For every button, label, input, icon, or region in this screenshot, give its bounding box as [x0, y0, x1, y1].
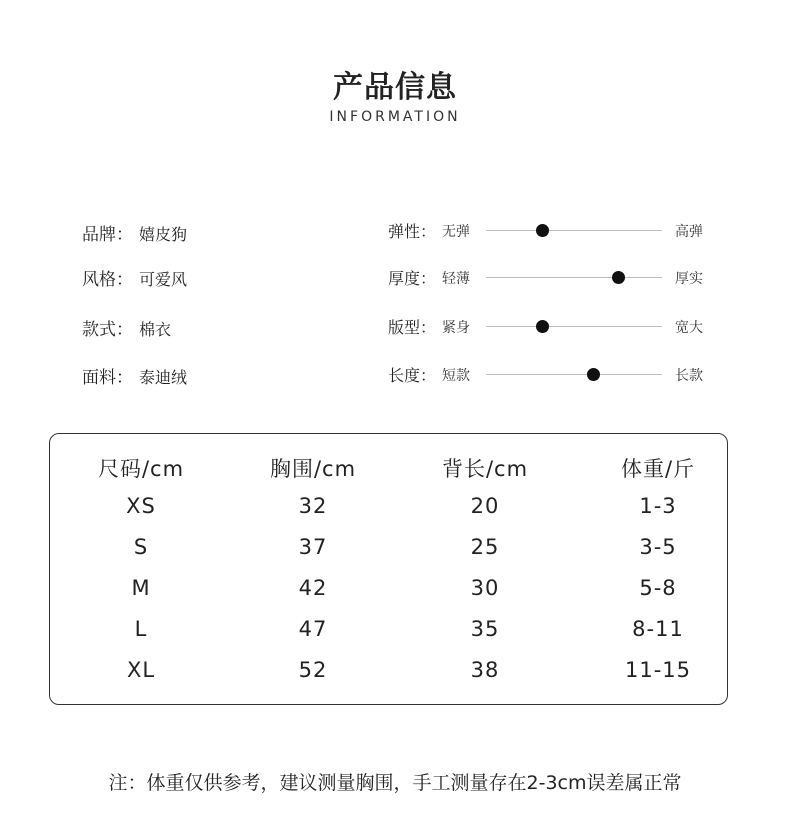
scale-track — [486, 374, 662, 375]
table-header-chest: 胸围/cm — [269, 457, 357, 481]
attribute-key: 风格： — [82, 270, 133, 290]
scale-marker — [612, 271, 625, 284]
attribute-value: 棉衣 — [139, 320, 172, 339]
table-cell: 47 — [298, 617, 328, 641]
attribute-value: 可爱风 — [139, 270, 188, 289]
scale-fit — [388, 315, 718, 339]
scale-elasticity — [388, 219, 718, 243]
scale-marker — [587, 368, 600, 381]
scale-thickness — [388, 266, 718, 290]
attribute-key: 款式： — [82, 320, 133, 340]
table-cell: M — [131, 576, 151, 600]
table-cell: 5-8 — [639, 576, 677, 600]
table-header-back-length: 背长/cm — [441, 457, 529, 481]
table-cell: 38 — [470, 658, 500, 682]
footnote: 注：体重仅供参考，建议测量胸围，手工测量存在2-3cm误差属正常 — [108, 772, 682, 794]
scale-high-label: 厚实 — [675, 271, 703, 287]
scale-label: 弹性： — [388, 222, 437, 241]
scale-marker — [536, 224, 549, 237]
table-cell: 42 — [298, 576, 328, 600]
scale-label: 厚度： — [388, 269, 437, 288]
scale-marker — [536, 320, 549, 333]
table-header-weight: 体重/斤 — [620, 457, 696, 481]
table-header-size: 尺码/cm — [97, 457, 185, 481]
scale-track — [486, 326, 662, 327]
table-cell: 37 — [298, 535, 328, 559]
table-cell: 30 — [470, 576, 500, 600]
table-cell: XS — [126, 494, 156, 518]
scale-length — [388, 363, 718, 387]
table-cell: 32 — [298, 494, 328, 518]
attribute-key: 面料： — [82, 368, 133, 388]
page-subtitle: INFORMATION — [329, 109, 461, 125]
table-cell: 8-11 — [632, 617, 684, 641]
scale-low-label: 轻薄 — [442, 271, 470, 287]
scale-low-label: 短款 — [442, 368, 470, 384]
table-cell: 11-15 — [624, 658, 692, 682]
table-cell: 52 — [298, 658, 328, 682]
size-table — [49, 433, 728, 705]
table-cell: 35 — [470, 617, 500, 641]
scale-high-label: 高弹 — [675, 224, 703, 240]
scale-low-label: 无弹 — [442, 224, 470, 240]
attribute-style — [82, 265, 187, 290]
table-cell: 3-5 — [639, 535, 677, 559]
scale-low-label: 紧身 — [442, 320, 470, 336]
scale-track — [486, 230, 662, 231]
table-cell: S — [133, 535, 149, 559]
attribute-value: 泰迪绒 — [139, 368, 188, 387]
table-cell: 20 — [470, 494, 500, 518]
table-cell: L — [134, 617, 148, 641]
scale-high-label: 长款 — [675, 368, 703, 384]
attribute-value: 嬉皮狗 — [139, 225, 188, 244]
table-cell: XL — [126, 658, 156, 682]
page-title: 产品信息 — [333, 70, 457, 105]
scale-high-label: 宽大 — [675, 320, 703, 336]
scale-label: 版型： — [388, 318, 437, 337]
attribute-brand — [82, 220, 187, 245]
attribute-type — [82, 315, 171, 340]
table-cell: 25 — [470, 535, 500, 559]
table-cell: 1-3 — [639, 494, 677, 518]
scale-track — [486, 277, 662, 278]
scale-label: 长度： — [388, 366, 437, 385]
attribute-key: 品牌： — [82, 225, 133, 245]
attribute-fabric — [82, 363, 187, 388]
